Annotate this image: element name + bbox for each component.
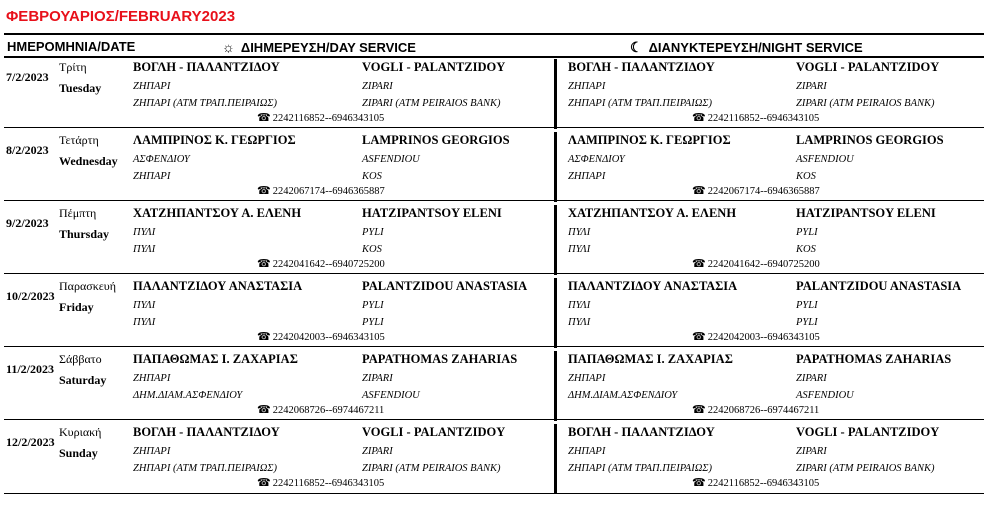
row-divider — [4, 346, 984, 347]
day-pharmacy-name-greek: ΒΟΓΛΗ - ΠΑΛΑΝΤΖΙΔΟΥ — [133, 425, 280, 439]
day-phone — [257, 111, 384, 124]
night-pharmacy-name-greek: ΠΑΠΑΘΩΜΑΣ Ι. ΖΑΧΑΡΙΑΣ — [568, 352, 733, 366]
row-day-english: Wednesday — [59, 154, 118, 168]
night-location-greek: ΑΣΦΕΝΔΙΟΥ — [568, 154, 625, 165]
day-phone — [257, 403, 384, 416]
row-divider — [4, 419, 984, 420]
night-location-english: PYLI — [796, 227, 818, 238]
night-address-greek: ΖΗΠΑΡΙ (ΑΤΜ ΤΡΑΠ.ΠΕΙΡΑΙΩΣ) — [568, 463, 713, 474]
day-location-english: PYLI — [362, 227, 384, 238]
day-address-greek: ΔΗΜ.ΔΙΑΜ.ΑΣΦΕΝΔΙΟΥ — [133, 390, 243, 401]
day-location-greek: ΖΗΠΑΡΙ — [133, 81, 171, 92]
telephone-icon: ☎ — [692, 404, 706, 416]
column-divider — [554, 351, 557, 421]
row-divider — [4, 273, 984, 274]
day-location-greek: ΠΥΛΙ — [133, 300, 156, 311]
row-day-english: Saturday — [59, 373, 107, 387]
night-location-greek: ΖΗΠΑΡΙ — [568, 373, 606, 384]
row-date: 11/2/2023 — [6, 362, 55, 376]
telephone-icon: ☎ — [257, 404, 271, 416]
night-phone-number: 2242042003--6946343105 — [707, 332, 820, 343]
day-address-english: ZIPARI (ATM PEIRAIOS BANK) — [362, 98, 501, 109]
date-column-header: ΗΜΕΡΟΜΗΝΙΑ/DATE — [7, 39, 136, 54]
night-pharmacy-name-english: LAMPRINOS GEORGIOS — [796, 133, 944, 147]
day-location-greek: ΖΗΠΑΡΙ — [133, 446, 171, 457]
telephone-icon: ☎ — [692, 331, 706, 343]
row-day-greek: Παρασκευή — [59, 279, 116, 293]
row-day-english: Sunday — [59, 446, 98, 460]
table-row — [4, 205, 984, 279]
day-location-english: ASFENDIOU — [362, 154, 420, 165]
telephone-icon: ☎ — [257, 112, 271, 124]
night-phone — [692, 111, 819, 124]
table-row — [4, 132, 984, 206]
table-row — [4, 59, 984, 133]
night-phone — [692, 403, 819, 416]
telephone-icon: ☎ — [692, 258, 706, 270]
night-location-greek: ΠΥΛΙ — [568, 227, 591, 238]
day-phone-number: 2242116852--6946343105 — [272, 478, 385, 489]
telephone-icon: ☎ — [692, 477, 706, 489]
night-location-greek: ΖΗΠΑΡΙ — [568, 81, 606, 92]
night-pharmacy-name-english: PAPATHOMAS ZAHARIAS — [796, 352, 952, 366]
table-row — [4, 424, 984, 498]
night-address-english: PYLI — [796, 317, 818, 328]
table-row — [4, 351, 984, 425]
night-address-english: ZIPARI (ATM PEIRAIOS BANK) — [796, 98, 935, 109]
row-day-english: Thursday — [59, 227, 110, 241]
row-day-english: Friday — [59, 300, 94, 314]
row-day-english: Tuesday — [59, 81, 102, 95]
day-pharmacy-name-english: LAMPRINOS GEORGIOS — [362, 133, 510, 147]
row-date: 9/2/2023 — [6, 216, 49, 230]
column-divider — [554, 132, 557, 202]
night-location-english: ZIPARI — [796, 446, 827, 457]
telephone-icon: ☎ — [257, 331, 271, 343]
night-location-english: PYLI — [796, 300, 818, 311]
header-bottom-rule — [4, 56, 984, 58]
night-address-greek: ΔΗΜ.ΔΙΑΜ.ΑΣΦΕΝΔΙΟΥ — [568, 390, 678, 401]
row-date: 12/2/2023 — [6, 435, 55, 449]
night-phone-number: 2242068726--6974467211 — [707, 405, 820, 416]
day-pharmacy-name-greek: ΠΑΠΑΘΩΜΑΣ Ι. ΖΑΧΑΡΙΑΣ — [133, 352, 298, 366]
column-divider — [554, 278, 557, 348]
day-pharmacy-name-english: VOGLI - PALANTZIDOY — [362, 425, 506, 439]
night-location-greek: ΠΥΛΙ — [568, 300, 591, 311]
night-address-greek: ΠΥΛΙ — [568, 244, 591, 255]
telephone-icon: ☎ — [257, 185, 271, 197]
night-pharmacy-name-english: HATZIPANTSOY ELENI — [796, 206, 936, 220]
table-row — [4, 278, 984, 352]
night-location-english: ASFENDIOU — [796, 154, 854, 165]
row-day-greek: Τρίτη — [59, 60, 87, 74]
night-address-english: ZIPARI (ATM PEIRAIOS BANK) — [796, 463, 935, 474]
day-phone-number: 2242067174--6946365887 — [272, 186, 385, 197]
day-address-english: ZIPARI (ATM PEIRAIOS BANK) — [362, 463, 501, 474]
row-divider — [4, 200, 984, 201]
night-address-greek: ΠΥΛΙ — [568, 317, 591, 328]
night-address-english: KOS — [796, 244, 816, 255]
day-phone — [257, 330, 385, 343]
row-divider — [4, 127, 984, 128]
day-location-english: ZIPARI — [362, 81, 393, 92]
night-address-english: KOS — [796, 171, 816, 182]
day-phone — [257, 476, 384, 489]
row-day-greek: Τετάρτη — [59, 133, 99, 147]
day-pharmacy-name-greek: ΠΑΛΑΝΤΖΙΔΟΥ ΑΝΑΣΤΑΣΙΑ — [133, 279, 303, 293]
day-pharmacy-name-english: HATZIPANTSOY ELENI — [362, 206, 502, 220]
row-date: 7/2/2023 — [6, 70, 49, 84]
night-service-header-label: ΔΙΑΝΥΚΤΕΡΕΥΣΗ/NIGHT SERVICE — [648, 40, 863, 55]
day-phone-number: 2242041642--6940725200 — [272, 259, 385, 270]
row-divider — [4, 493, 984, 494]
day-location-greek: ΖΗΠΑΡΙ — [133, 373, 171, 384]
night-pharmacy-name-greek: ΧΑΤΖΗΠΑΝΤΣΟΥ Α. ΕΛΕΝΗ — [568, 206, 737, 220]
day-address-english: ASFENDIOU — [362, 390, 420, 401]
night-phone — [692, 257, 820, 270]
row-day-greek: Σάββατο — [59, 352, 102, 366]
day-pharmacy-name-greek: ΒΟΓΛΗ - ΠΑΛΑΝΤΖΙΔΟΥ — [133, 60, 280, 74]
column-divider — [554, 59, 557, 129]
night-service-header — [630, 39, 863, 56]
telephone-icon: ☎ — [692, 112, 706, 124]
day-address-greek: ΠΥΛΙ — [133, 317, 156, 328]
telephone-icon: ☎ — [257, 477, 271, 489]
moon-icon: ☾ — [630, 39, 643, 55]
night-pharmacy-name-english: VOGLI - PALANTZIDOY — [796, 60, 940, 74]
day-phone-number: 2242116852--6946343105 — [272, 113, 385, 124]
night-location-english: ZIPARI — [796, 373, 827, 384]
day-phone-number: 2242042003--6946343105 — [272, 332, 385, 343]
column-divider — [554, 205, 557, 275]
day-address-english: KOS — [362, 171, 382, 182]
day-location-greek: ΠΥΛΙ — [133, 227, 156, 238]
day-pharmacy-name-english: VOGLI - PALANTZIDOY — [362, 60, 506, 74]
telephone-icon: ☎ — [257, 258, 271, 270]
day-pharmacy-name-english: PALANTZIDOU ANASTASIA — [362, 279, 528, 293]
night-pharmacy-name-greek: ΒΟΓΛΗ - ΠΑΛΑΝΤΖΙΔΟΥ — [568, 60, 715, 74]
row-date: 10/2/2023 — [6, 289, 55, 303]
day-phone-number: 2242068726--6974467211 — [272, 405, 385, 416]
night-phone-number: 2242041642--6940725200 — [707, 259, 820, 270]
row-day-greek: Κυριακή — [59, 425, 102, 439]
telephone-icon: ☎ — [692, 185, 706, 197]
night-pharmacy-name-english: PALANTZIDOU ANASTASIA — [796, 279, 962, 293]
day-phone — [257, 184, 385, 197]
night-pharmacy-name-english: VOGLI - PALANTZIDOY — [796, 425, 940, 439]
day-location-english: PYLI — [362, 300, 384, 311]
day-location-english: ZIPARI — [362, 373, 393, 384]
day-phone — [257, 257, 385, 270]
day-service-header — [222, 39, 416, 55]
day-location-greek: ΑΣΦΕΝΔΙΟΥ — [133, 154, 190, 165]
night-phone — [692, 184, 820, 197]
day-address-greek: ΖΗΠΑΡΙ (ΑΤΜ ΤΡΑΠ.ΠΕΙΡΑΙΩΣ) — [133, 98, 278, 109]
night-pharmacy-name-greek: ΛΑΜΠΡΙΝΟΣ Κ. ΓΕΩΡΓΙΟΣ — [568, 133, 731, 147]
night-address-greek: ΖΗΠΑΡΙ — [568, 171, 606, 182]
sun-icon: ☼ — [222, 39, 235, 55]
day-pharmacy-name-english: PAPATHOMAS ZAHARIAS — [362, 352, 518, 366]
day-pharmacy-name-greek: ΧΑΤΖΗΠΑΝΤΣΟΥ Α. ΕΛΕΝΗ — [133, 206, 302, 220]
column-divider — [554, 424, 557, 494]
night-address-english: ASFENDIOU — [796, 390, 854, 401]
night-address-greek: ΖΗΠΑΡΙ (ΑΤΜ ΤΡΑΠ.ΠΕΙΡΑΙΩΣ) — [568, 98, 713, 109]
night-phone — [692, 476, 819, 489]
night-phone-number: 2242116852--6946343105 — [707, 478, 820, 489]
row-date: 8/2/2023 — [6, 143, 49, 157]
row-day-greek: Πέμπτη — [59, 206, 97, 220]
day-address-greek: ΠΥΛΙ — [133, 244, 156, 255]
night-phone-number: 2242067174--6946365887 — [707, 186, 820, 197]
page-title: ΦΕΒΡΟΥΑΡΙΟΣ/FEBRUARY2023 — [6, 8, 236, 25]
night-location-greek: ΖΗΠΑΡΙ — [568, 446, 606, 457]
night-phone — [692, 330, 820, 343]
day-service-header-label: ΔΙΗΜΕΡΕΥΣΗ/DAY SERVICE — [240, 40, 416, 55]
night-location-english: ZIPARI — [796, 81, 827, 92]
day-pharmacy-name-greek: ΛΑΜΠΡΙΝΟΣ Κ. ΓΕΩΡΓΙΟΣ — [133, 133, 296, 147]
day-address-greek: ΖΗΠΑΡΙ (ΑΤΜ ΤΡΑΠ.ΠΕΙΡΑΙΩΣ) — [133, 463, 278, 474]
night-phone-number: 2242116852--6946343105 — [707, 113, 820, 124]
night-pharmacy-name-greek: ΠΑΛΑΝΤΖΙΔΟΥ ΑΝΑΣΤΑΣΙΑ — [568, 279, 738, 293]
day-address-english: PYLI — [362, 317, 384, 328]
day-address-greek: ΖΗΠΑΡΙ — [133, 171, 171, 182]
night-pharmacy-name-greek: ΒΟΓΛΗ - ΠΑΛΑΝΤΖΙΔΟΥ — [568, 425, 715, 439]
header-top-rule — [4, 33, 984, 35]
day-address-english: KOS — [362, 244, 382, 255]
day-location-english: ZIPARI — [362, 446, 393, 457]
